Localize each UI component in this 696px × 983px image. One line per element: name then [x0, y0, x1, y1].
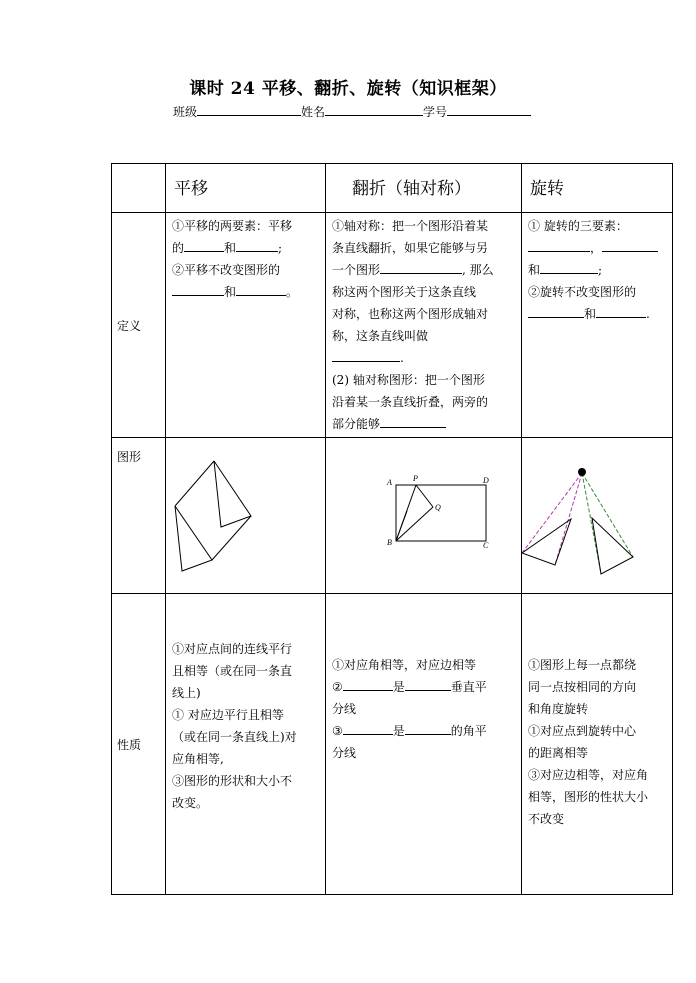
property-rotation: [522, 594, 673, 895]
property-row: [112, 594, 673, 895]
answer-blank[interactable]: [380, 259, 462, 274]
label-p: P: [413, 473, 418, 483]
text-line: ①平移的两要素：平移: [172, 219, 293, 233]
page-title: 课时 24 平移、翻折、旋转（知识框架）: [189, 79, 507, 99]
rotation-guide: [555, 473, 582, 565]
answer-blank[interactable]: [343, 676, 393, 691]
name-label: 姓名: [301, 105, 326, 119]
figure-row: [112, 438, 673, 594]
line-pq: [416, 485, 433, 507]
text-line: ①轴对称：把一个图形沿着某: [332, 219, 489, 233]
text-line: 和 。: [172, 281, 319, 303]
answer-blank[interactable]: [405, 720, 451, 735]
definition-translation: [166, 213, 326, 438]
text-line: 线上): [172, 686, 201, 700]
label-a: A: [387, 477, 392, 487]
text-line: 分线: [332, 702, 357, 716]
header-translation: 平移: [166, 164, 326, 213]
text-line: 的距离相等: [528, 746, 589, 760]
answer-blank[interactable]: [172, 281, 224, 296]
original-triangle: [214, 461, 251, 527]
student-id-label: 学号: [423, 105, 448, 119]
row-label-figure: 图形: [112, 438, 166, 594]
text-line: ① 对应边平行且相等: [172, 708, 284, 722]
label-q: Q: [435, 502, 441, 512]
text-line: ③ 是 的角平: [332, 720, 515, 742]
answer-blank[interactable]: [236, 237, 278, 252]
translation-diagram: [166, 439, 324, 593]
text-line: ② 是 垂直平: [332, 676, 515, 698]
corner-cell: [112, 164, 166, 213]
text-line: ① 旋转的三要素：: [528, 219, 628, 233]
original-triangle: [522, 519, 571, 565]
label-b: B: [387, 537, 392, 547]
text-line: ②旋转不改变图形的: [528, 285, 637, 299]
answer-blank[interactable]: [184, 237, 224, 252]
text-line: ①对应角相等，对应边相等: [332, 658, 477, 672]
header-reflection: 翻折（轴对称）: [326, 164, 522, 213]
text-line: 且相等（或在同一条直: [172, 664, 293, 678]
student-id-blank[interactable]: [447, 103, 531, 116]
text-line: 称这两个图形关于这条直线: [332, 285, 477, 299]
class-label: 班级: [173, 105, 198, 119]
property-reflection: [326, 594, 522, 895]
text-line: ②平移不改变图形的: [172, 263, 281, 277]
text-line: (2) 轴对称图形：把一个图形: [332, 373, 485, 387]
definition-reflection: [326, 213, 522, 438]
text-line: ③图形的形状和大小不: [172, 774, 293, 788]
reflection-diagram: [326, 439, 520, 593]
rotation-diagram: [522, 439, 672, 593]
property-translation: [166, 594, 326, 895]
text-line: 的 和 ;: [172, 237, 319, 259]
text-line: ①图形上每一点都绕: [528, 658, 637, 672]
answer-blank[interactable]: [540, 259, 598, 274]
text-line: 分线: [332, 746, 357, 760]
translated-triangle: [175, 506, 212, 571]
text-line: 部分能够: [332, 413, 515, 435]
knowledge-table: [111, 163, 673, 895]
text-line: 条直线翻折，如果它能够与另: [332, 241, 489, 255]
definition-row: [112, 213, 673, 438]
text-line: 和角度旋转: [528, 702, 589, 716]
text-line: 对称，也称这两个图形成轴对: [332, 307, 489, 321]
answer-blank[interactable]: [236, 281, 286, 296]
header-row: [112, 164, 673, 213]
text-line: .: [332, 347, 515, 369]
text-line: 和 ;: [528, 259, 666, 281]
text-line: 同一点按相同的方向: [528, 680, 637, 694]
text-line: 称，这条直线叫做: [332, 329, 429, 343]
text-line: 和 .: [528, 303, 666, 325]
answer-blank[interactable]: [332, 347, 400, 362]
answer-blank[interactable]: [528, 303, 584, 318]
definition-rotation: [522, 213, 673, 438]
answer-blank[interactable]: [528, 237, 590, 252]
figure-reflection: [326, 438, 522, 594]
text-line: 不改变: [528, 812, 565, 826]
label-c: C: [483, 540, 489, 550]
answer-blank[interactable]: [602, 237, 658, 252]
connector-line: [175, 461, 214, 506]
text-line: （或在同一条直线上)对: [172, 730, 297, 744]
name-blank[interactable]: [325, 103, 423, 116]
class-blank[interactable]: [197, 103, 301, 116]
text-line: 改变。: [172, 796, 209, 810]
answer-blank[interactable]: [405, 676, 451, 691]
text-line: ，: [528, 237, 666, 259]
row-label-property: 性质: [112, 594, 166, 895]
answer-blank[interactable]: [343, 720, 393, 735]
figure-rotation: [522, 438, 673, 594]
text-line: 沿着某一条直线折叠，两旁的: [332, 395, 489, 409]
label-d: D: [483, 475, 489, 485]
answer-blank[interactable]: [380, 413, 446, 428]
rotation-guide: [522, 473, 582, 553]
text-line: ①对应点到旋转中心: [528, 724, 637, 738]
student-info-line: [173, 103, 531, 120]
text-line: ③对应边相等，对应角: [528, 768, 649, 782]
text-line: 相等，图形的性状大小: [528, 790, 649, 804]
answer-blank[interactable]: [596, 303, 646, 318]
rectangle-abcd: [396, 485, 486, 541]
rotation-center-point: [578, 468, 586, 476]
text-line: 应角相等,: [172, 752, 224, 766]
text-line: 一个图形 , 那么: [332, 259, 515, 281]
connector-line: [212, 516, 251, 560]
text-line: ①对应点间的连线平行: [172, 642, 293, 656]
header-rotation: 旋转: [522, 164, 673, 213]
row-label-definition: 定义: [112, 213, 166, 438]
figure-translation: [166, 438, 326, 594]
